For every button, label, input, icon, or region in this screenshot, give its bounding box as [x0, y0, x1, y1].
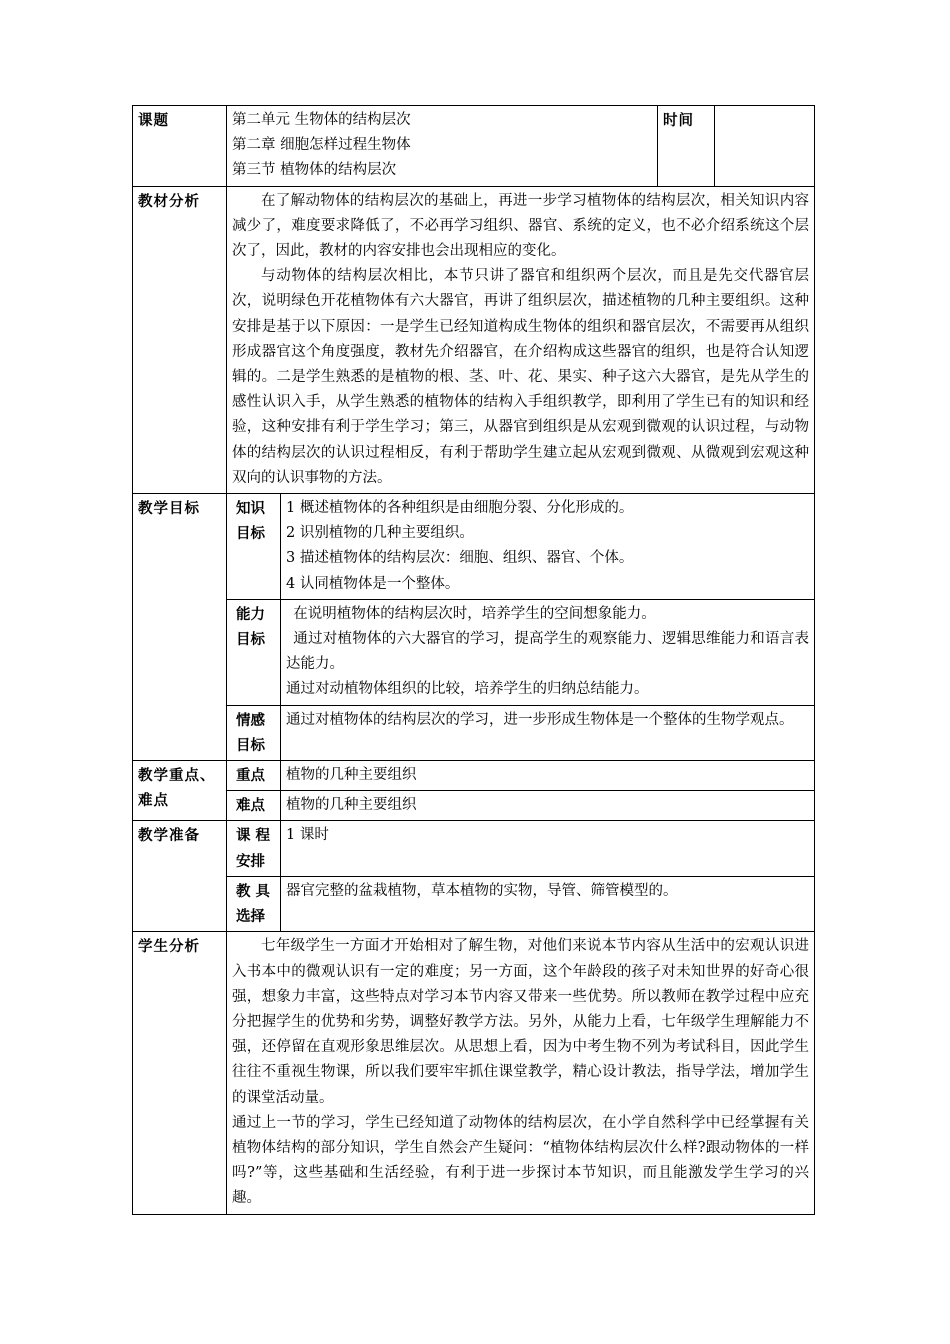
ability-objective-content [281, 599, 815, 705]
topic-content [227, 106, 658, 187]
topic-line-chapter: 第二章 细胞怎样过程生物体 [232, 137, 411, 154]
objectives-knowledge-row [133, 494, 815, 600]
student-paragraph: 七年级学生一方面才开始相对了解生物，对他们来说本节内容从生活中的宏观认识进入书本中的微观认识有一定的难度；另一方面，这个年龄段的孩子对未知世界的好奇心很强，想象力丰富，这些特点对学习本节内容又带来一些优势。所以教师在教学过程中应充分把握学生的优势和劣势，调整好教学方法。另外，从能力上看，七年级学生理解能力不强，还停留在直观形象思维层次。从思想上看，因为中考生物不列为考试科目，因此学生往往不重视生物课，所以我们要牢牢抓住课堂教学，精心设计教法，指导学法，增加学生的课堂活动量。 [232, 938, 810, 1106]
objectives-label: 教学目标 [133, 494, 227, 761]
student-analysis-row [133, 932, 815, 1214]
objectives-emotion-row [133, 705, 815, 760]
material-analysis-label: 教材分析 [133, 186, 227, 493]
topic-line-section: 第三节 植物体的结构层次 [232, 162, 397, 179]
student-analysis-label: 学生分析 [133, 932, 227, 1214]
time-value [715, 106, 815, 187]
knowledge-objective-label: 知识目标 [227, 494, 281, 600]
topic-row [133, 106, 815, 187]
difficulty-content: 植物的几种主要组织 [281, 791, 815, 821]
knowledge-item: 3 描述植物体的结构层次：细胞、组织、器官、个体。 [286, 550, 634, 567]
ability-item: 通过对动植物体组织的比较，培养学生的归纳总结能力。 [286, 681, 649, 698]
material-analysis-row [133, 186, 815, 493]
key-difficulty-row [133, 791, 815, 821]
key-focus-row [133, 761, 815, 791]
schedule-content: 1 课时 [281, 821, 815, 876]
tools-content: 器官完整的盆栽植物，草本植物的实物，导管、筛管模型的。 [281, 876, 815, 931]
knowledge-item: 1 概述植物体的各种组织是由细胞分裂、分化形成的。 [286, 500, 634, 517]
knowledge-objective-content [281, 494, 815, 600]
focus-label: 重点 [227, 761, 281, 791]
student-paragraph: 通过上一节的学习，学生已经知道了动物体的结构层次，在小学自然科学中已经掌握有关植物体结构的部分知识，学生自然会产生疑问：“植物体结构层次什么样?跟动物体的一样吗?”等，这些基础和生活经验，有利于进一步探讨本节知识，而且能激发学生学习的兴趣。 [232, 1114, 810, 1207]
preparation-label: 教学准备 [133, 821, 227, 932]
tools-label: 教 具选择 [227, 876, 281, 931]
key-points-label: 教学重点、难点 [133, 761, 227, 821]
schedule-label: 课 程安排 [227, 821, 281, 876]
ability-objective-label: 能力目标 [227, 599, 281, 705]
emotion-objective-content: 通过对植物体的结构层次的学习，进一步形成生物体是一个整体的生物学观点。 [281, 705, 815, 760]
lesson-plan-table [132, 105, 815, 1215]
objectives-ability-row [133, 599, 815, 705]
time-label: 时间 [658, 106, 715, 187]
topic-line-unit: 第二单元 生物体的结构层次 [232, 112, 411, 128]
knowledge-item: 4 认同植物体是一个整体。 [286, 575, 460, 592]
preparation-tools-row [133, 876, 815, 931]
material-analysis-content [227, 186, 815, 493]
preparation-schedule-row [133, 821, 815, 876]
ability-item: 在说明植物体的结构层次时，培养学生的空间想象能力。 [293, 605, 656, 622]
material-paragraph: 在了解动物体的结构层次的基础上，再进一步学习植物体的结构层次，相关知识内容减少了，难度要求降低了，不必再学习组织、器官、系统的定义，也不必介绍系统这个层次了，因此，教材的内容安排也会出现相应的变化。 [232, 192, 810, 260]
topic-label: 课题 [133, 106, 227, 187]
focus-content: 植物的几种主要组织 [281, 761, 815, 791]
knowledge-item: 2 识别植物的几种主要组织。 [286, 525, 474, 542]
difficulty-label: 难点 [227, 791, 281, 821]
ability-item: 通过对植物体的六大器官的学习，提高学生的观察能力、逻辑思维能力和语言表达能力。 [286, 631, 810, 673]
material-paragraph: 与动物体的结构层次相比，本节只讲了器官和组织两个层次，而且是先交代器官层次，说明绿色开花植物体有六大器官，再讲了组织层次，描述植物的几种主要组织。这种安排是基于以下原因：一是学生已经知道构成生物体的组织和器官层次，不需要再从组织形成器官这个角度强度，教材先介绍器官，在介绍构成这些器官的组织，也是符合认知逻辑的。二是学生熟悉的是植物的根、茎、叶、花、果实、种子这六大器官，是先从学生的感性认识入手，从学生熟悉的植物体的结构入手组织教学，即利用了学生已有的知识和经验，这种安排有利于学生学习；第三，从器官到组织是从宏观到微观的认识过程，与动物体的结构层次的认识过程相反，有利于帮助学生建立起从宏观到微观、从微观到宏观这种双向的认识事物的方法。 [232, 268, 810, 486]
emotion-objective-label: 情感目标 [227, 705, 281, 760]
student-analysis-content [227, 932, 815, 1214]
